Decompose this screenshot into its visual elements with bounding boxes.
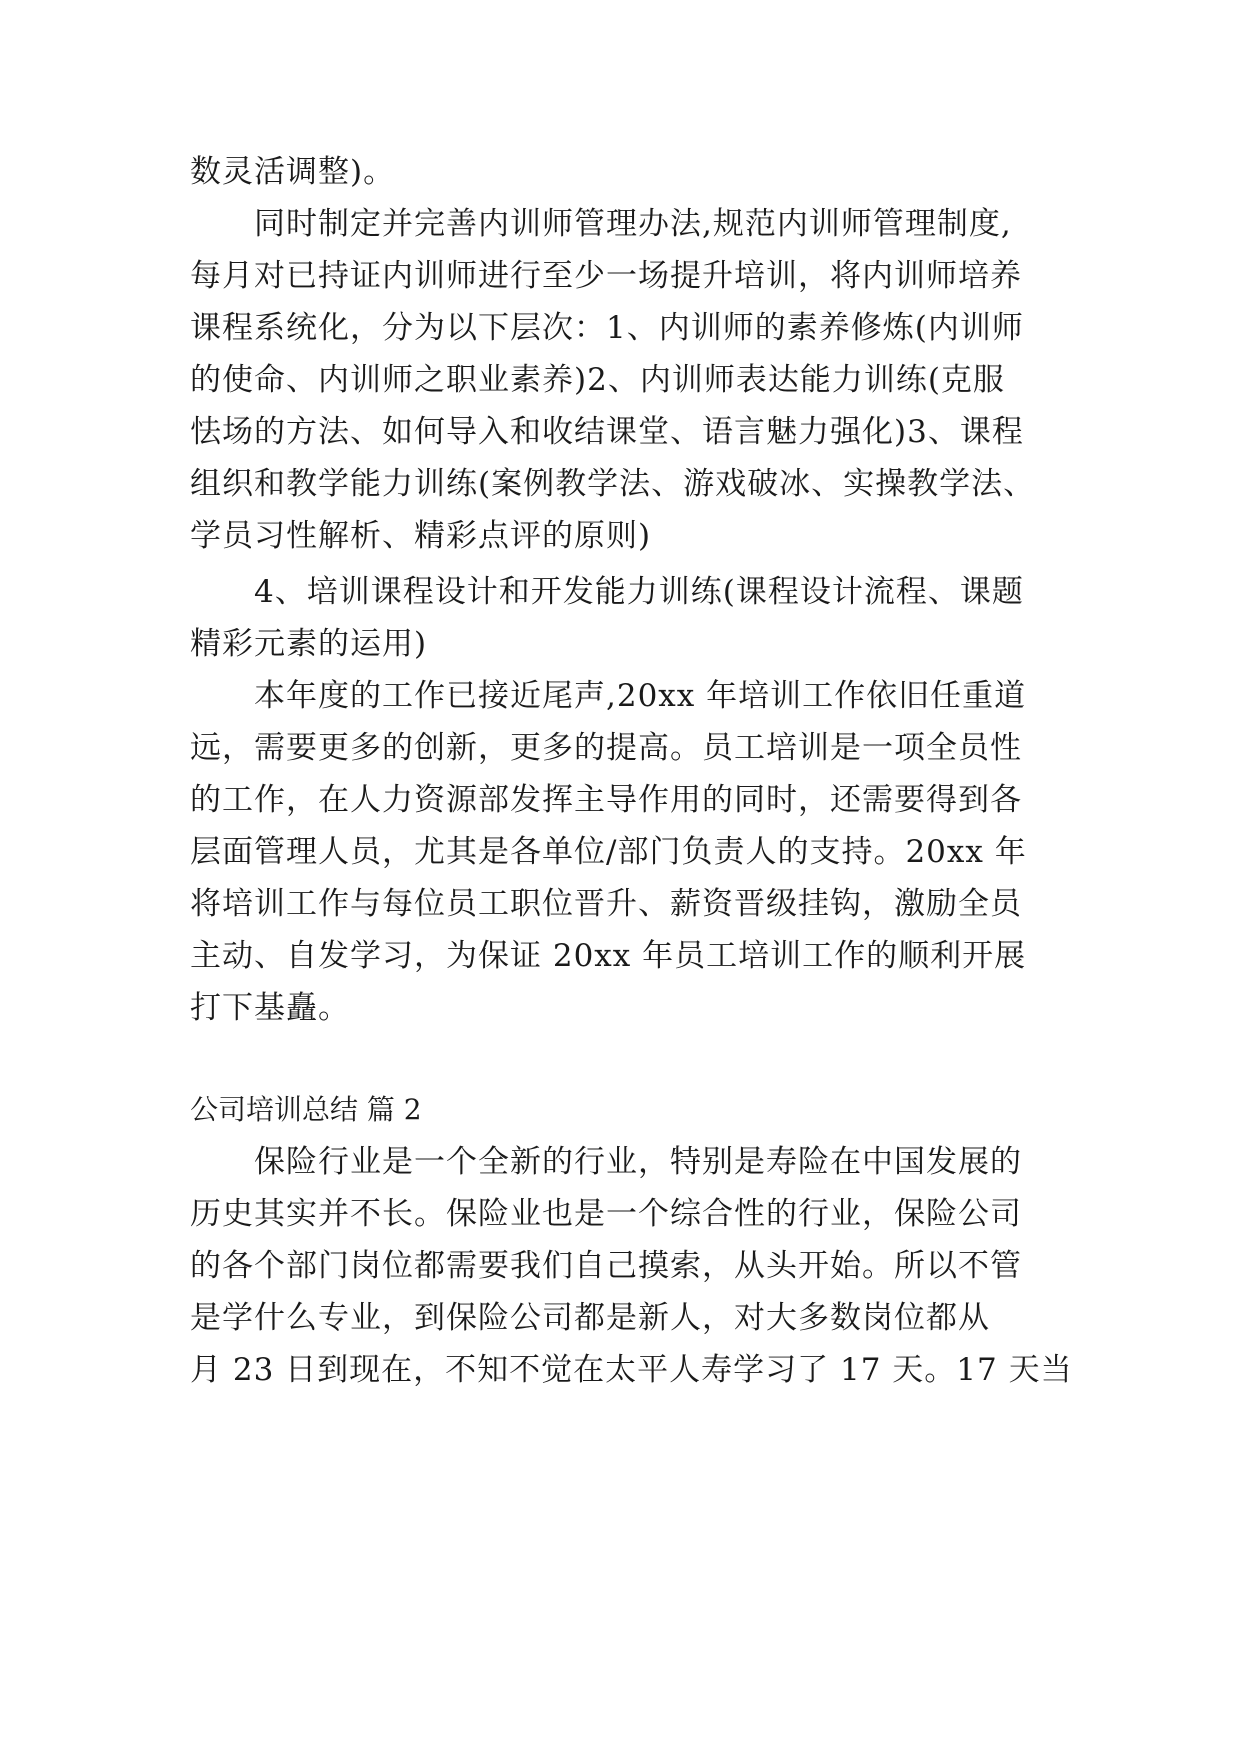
paragraph-line: 的各个部门岗位都需要我们自己摸索，从头开始。所以不管 (190, 1248, 1022, 1284)
paragraph-line: 怯场的方法、如何导入和收结课堂、语言魅力强化)3、课程 (190, 414, 1024, 450)
paragraph-line: 学员习性解析、精彩点评的原则) (190, 518, 652, 554)
paragraph-line: 历史其实并不长。保险业也是一个综合性的行业，保险公司 (190, 1196, 1022, 1232)
paragraph-line: 将培训工作与每位员工职位晋升、薪资晋级挂钩，激励全员 (190, 886, 1022, 922)
paragraph-line: 精彩元素的运用) (190, 626, 428, 662)
paragraph-line: 月 23 日到现在，不知不觉在太平人寿学习了 17 天。17 天当 (190, 1352, 1073, 1388)
paragraph-line: 的工作，在人力资源部发挥主导作用的同时，还需要得到各 (190, 782, 1022, 818)
paragraph-line: 远，需要更多的创新，更多的提高。员工培训是一项全员性 (190, 730, 1022, 766)
paragraph-line: 主动、自发学习，为保证 20xx 年员工培训工作的顺利开展 (190, 938, 1027, 974)
paragraph-line: 层面管理人员，尤其是各单位/部门负责人的支持。20xx 年 (190, 834, 1027, 870)
paragraph-line: 打下基矗。 (190, 990, 350, 1026)
paragraph-line: 4、培训课程设计和开发能力训练(课程设计流程、课题 (254, 574, 1024, 610)
paragraph-line: 每月对已持证内训师进行至少一场提升培训，将内训师培养 (190, 258, 1022, 294)
paragraph-line: 组织和教学能力训练(案例教学法、游戏破冰、实操教学法、 (190, 466, 1036, 502)
paragraph-line: 课程系统化，分为以下层次：1、内训师的素养修炼(内训师 (190, 310, 1024, 346)
paragraph-line: 保险行业是一个全新的行业，特别是寿险在中国发展的 (254, 1144, 1022, 1180)
paragraph-line: 数灵活调整)。 (190, 154, 396, 190)
paragraph-line: 是学什么专业，到保险公司都是新人，对大多数岗位都从 (190, 1300, 990, 1336)
paragraph-line: 本年度的工作已接近尾声,20xx 年培训工作依旧任重道 (254, 678, 1027, 714)
section-heading: 公司培训总结 篇 2 (190, 1093, 422, 1126)
paragraph-line: 同时制定并完善内训师管理办法,规范内训师管理制度, (254, 206, 1012, 242)
paragraph-line: 的使命、内训师之职业素养)2、内训师表达能力训练(克服 (190, 362, 1005, 398)
